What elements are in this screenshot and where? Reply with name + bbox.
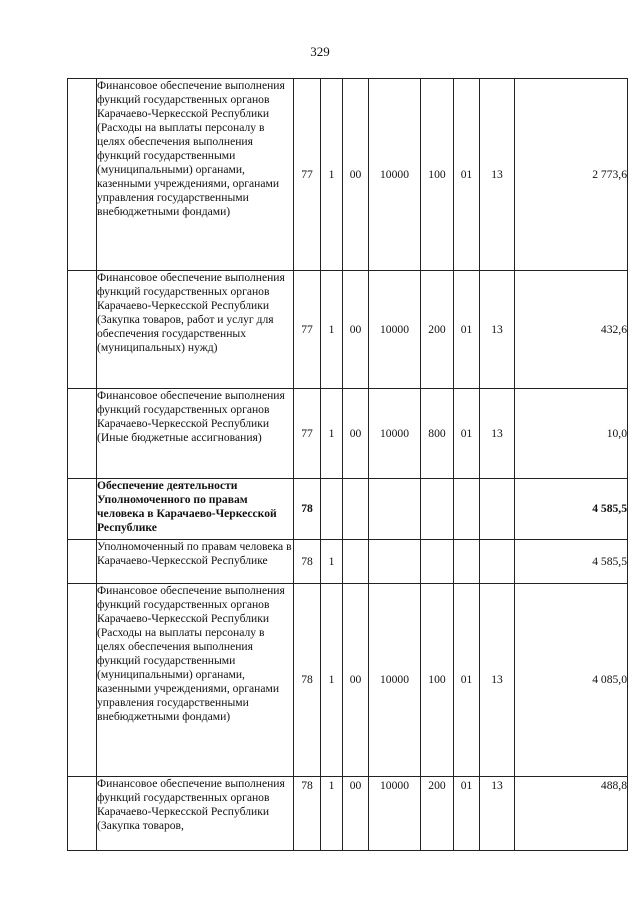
amount: 488,8 xyxy=(515,777,628,851)
table-row xyxy=(68,389,628,479)
section-code: 01 xyxy=(454,271,480,389)
table-row xyxy=(68,540,628,584)
table-row xyxy=(68,271,628,389)
subprogram-code: 1 xyxy=(321,540,343,584)
amount: 4 585,5 xyxy=(515,540,628,584)
program-code: 78 xyxy=(294,479,321,540)
expense-type-code: 100 xyxy=(421,79,454,271)
program-code: 77 xyxy=(294,79,321,271)
amount: 432,6 xyxy=(515,271,628,389)
subprogram-code xyxy=(321,479,343,540)
section-code xyxy=(454,479,480,540)
expense-type-code: 200 xyxy=(421,777,454,851)
row-name: Финансовое обеспечение выполнения функций государственных органов Карачаево-Черкесской Республики (Иные бюджетные ассигнования) xyxy=(97,389,294,479)
amount: 2 773,6 xyxy=(515,79,628,271)
group-code: 00 xyxy=(343,389,369,479)
group-code: 00 xyxy=(343,271,369,389)
subprogram-code: 1 xyxy=(321,79,343,271)
program-code: 78 xyxy=(294,777,321,851)
group-code xyxy=(343,479,369,540)
direction-code xyxy=(369,479,421,540)
subprogram-code: 1 xyxy=(321,271,343,389)
section-code: 01 xyxy=(454,777,480,851)
program-code: 78 xyxy=(294,584,321,777)
table-row xyxy=(68,479,628,540)
amount: 4 085,0 xyxy=(515,584,628,777)
row-name: Финансовое обеспечение выполнения функций государственных органов Карачаево-Черкесской Республики (Расходы на выплаты персоналу в целях обеспечения выполнения функций государственными (муниципальными) органами, казенными учреждениями, органами управления государственными внебюджетными фондами) xyxy=(97,79,294,271)
row-name: Финансовое обеспечение выполнения функций государственных органов Карачаево-Черкесской Республики (Закупка товаров, xyxy=(97,777,294,851)
row-name: Финансовое обеспечение выполнения функций государственных органов Карачаево-Черкесской Республики (Расходы на выплаты персоналу в целях обеспечения выполнения функций государственными (муниципальными) органами, казенными учреждениями, органами управления государственными внебюджетными фондами) xyxy=(97,584,294,777)
direction-code: 10000 xyxy=(369,79,421,271)
row-name: Обеспечение деятельности Уполномоченного по правам человека в Карачаево-Черкесской Республике xyxy=(97,479,294,540)
empty-cell xyxy=(68,479,97,540)
section-code: 01 xyxy=(454,79,480,271)
empty-cell xyxy=(68,79,97,271)
budget-table xyxy=(67,78,628,851)
subsection-code: 13 xyxy=(480,777,515,851)
expense-type-code xyxy=(421,479,454,540)
expense-type-code: 800 xyxy=(421,389,454,479)
group-code: 00 xyxy=(343,584,369,777)
group-code xyxy=(343,540,369,584)
program-code: 77 xyxy=(294,271,321,389)
page-number: 329 xyxy=(310,44,330,59)
direction-code: 10000 xyxy=(369,271,421,389)
empty-cell xyxy=(68,777,97,851)
subprogram-code: 1 xyxy=(321,584,343,777)
expense-type-code: 100 xyxy=(421,584,454,777)
subsection-code: 13 xyxy=(480,271,515,389)
row-name: Финансовое обеспечение выполнения функций государственных органов Карачаево-Черкесской Республики (Закупка товаров, работ и услуг для обеспечения государственных (муниципальных) нужд) xyxy=(97,271,294,389)
group-code: 00 xyxy=(343,777,369,851)
subprogram-code: 1 xyxy=(321,389,343,479)
expense-type-code xyxy=(421,540,454,584)
section-code: 01 xyxy=(454,389,480,479)
direction-code xyxy=(369,540,421,584)
section-code xyxy=(454,540,480,584)
table-row xyxy=(68,79,628,271)
subsection-code xyxy=(480,479,515,540)
direction-code: 10000 xyxy=(369,584,421,777)
subsection-code: 13 xyxy=(480,79,515,271)
row-name: Уполномоченный по правам человека в Карачаево-Черкесской Республике xyxy=(97,540,294,584)
expense-type-code: 200 xyxy=(421,271,454,389)
amount: 10,0 xyxy=(515,389,628,479)
subprogram-code: 1 xyxy=(321,777,343,851)
table-row xyxy=(68,777,628,851)
table-row xyxy=(68,584,628,777)
empty-cell xyxy=(68,540,97,584)
amount: 4 585,5 xyxy=(515,479,628,540)
program-code: 78 xyxy=(294,540,321,584)
subsection-code: 13 xyxy=(480,389,515,479)
direction-code: 10000 xyxy=(369,389,421,479)
group-code: 00 xyxy=(343,79,369,271)
section-code: 01 xyxy=(454,584,480,777)
program-code: 77 xyxy=(294,389,321,479)
direction-code: 10000 xyxy=(369,777,421,851)
empty-cell xyxy=(68,271,97,389)
subsection-code xyxy=(480,540,515,584)
subsection-code: 13 xyxy=(480,584,515,777)
empty-cell xyxy=(68,389,97,479)
empty-cell xyxy=(68,584,97,777)
